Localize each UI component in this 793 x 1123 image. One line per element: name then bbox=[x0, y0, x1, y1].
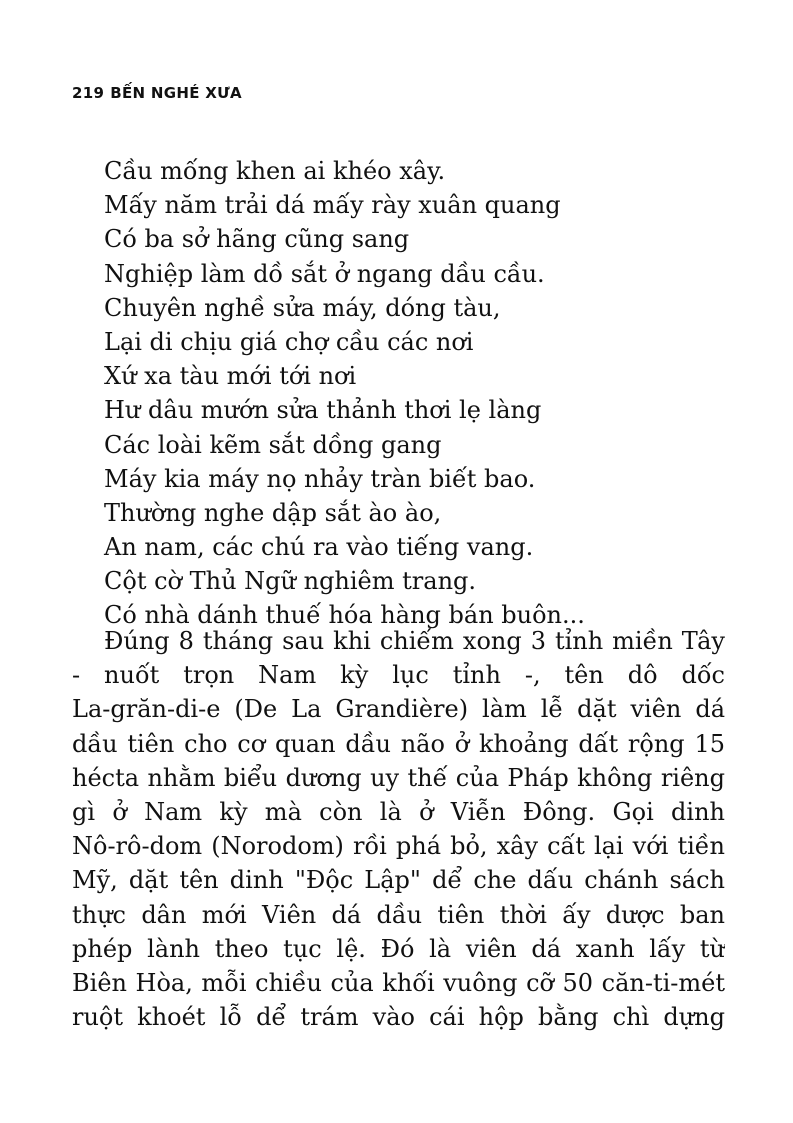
prose-line: thực dân mới Viên dá dầu tiên thời ấy dược ban bbox=[72, 900, 725, 929]
prose-line: Nô-rô-dom (Norodom) rồi phá bỏ, xây cất lại với tiền bbox=[72, 832, 725, 861]
prose-line: phép lành theo tục lệ. Đó là viên dá xanh lấy từ bbox=[72, 934, 725, 963]
book-title: BẾN NGHÉ XƯA bbox=[110, 84, 242, 102]
prose-line: hécta nhằm biểu dương uy thế của Pháp không riêng bbox=[72, 763, 725, 792]
verse-line: Hư dâu mướn sửa thảnh thơi lẹ làng bbox=[104, 396, 542, 425]
verse-line: Lại di chịu giá chợ cầu các nơi bbox=[104, 327, 474, 356]
running-header bbox=[72, 84, 242, 102]
verse-line: Cầu mống khen ai khéo xây. bbox=[104, 157, 446, 185]
prose-line: Đúng 8 tháng sau khi chiếm xong 3 tỉnh miền Tây bbox=[104, 627, 725, 655]
poem-block bbox=[104, 154, 585, 633]
verse-line: Có ba sở hãng cũng sang bbox=[104, 225, 410, 254]
verse-line: Nghiệp làm dồ sắt ở ngang dầu cầu. bbox=[104, 259, 545, 288]
verse-line: Cột cờ Thủ Ngữ nghiêm trang. bbox=[104, 567, 477, 596]
prose-line: ruột khoét lỗ dể trám vào cái hộp bằng chì dựng bbox=[72, 1003, 725, 1032]
prose-line: dầu tiên cho cơ quan dầu não ở khoảng dất rộng 15 bbox=[72, 729, 725, 758]
verse-line: Máy kia máy nọ nhảy tràn biết bao. bbox=[104, 464, 536, 493]
prose-paragraph bbox=[72, 624, 725, 1034]
prose-line: gì ở Nam kỳ mà còn là ở Viễn Đông. Gọi dinh bbox=[72, 797, 725, 826]
prose-line: La-grăn-di-e (De La Grandière) làm lễ dặt viên dá bbox=[72, 695, 725, 724]
page-number: 219 bbox=[72, 84, 105, 102]
verse-line: Chuyên nghề sửa máy, dóng tàu, bbox=[104, 293, 501, 322]
prose-line: - nuốt trọn Nam kỳ lục tỉnh -, tên dô dốc bbox=[72, 661, 725, 690]
verse-line: Các loài kẽm sắt dồng gang bbox=[104, 430, 442, 459]
prose-line: Mỹ, dặt tên dinh "Độc Lập" dể che dấu chánh sách bbox=[72, 866, 725, 895]
verse-line: Có nhà dánh thuế hóa hàng bán buôn... bbox=[104, 601, 585, 630]
verse-line: Thường nghe dập sắt ào ào, bbox=[104, 498, 442, 527]
verse-line: An nam, các chú ra vào tiếng vang. bbox=[104, 533, 534, 562]
prose-line: Biên Hòa, mỗi chiều của khối vuông cỡ 50 căn-ti-mét bbox=[72, 968, 725, 997]
verse-line: Xứ xa tàu mới tới nơi bbox=[104, 362, 357, 391]
verse-line: Mấy năm trải dá mấy rày xuân quang bbox=[104, 191, 561, 220]
